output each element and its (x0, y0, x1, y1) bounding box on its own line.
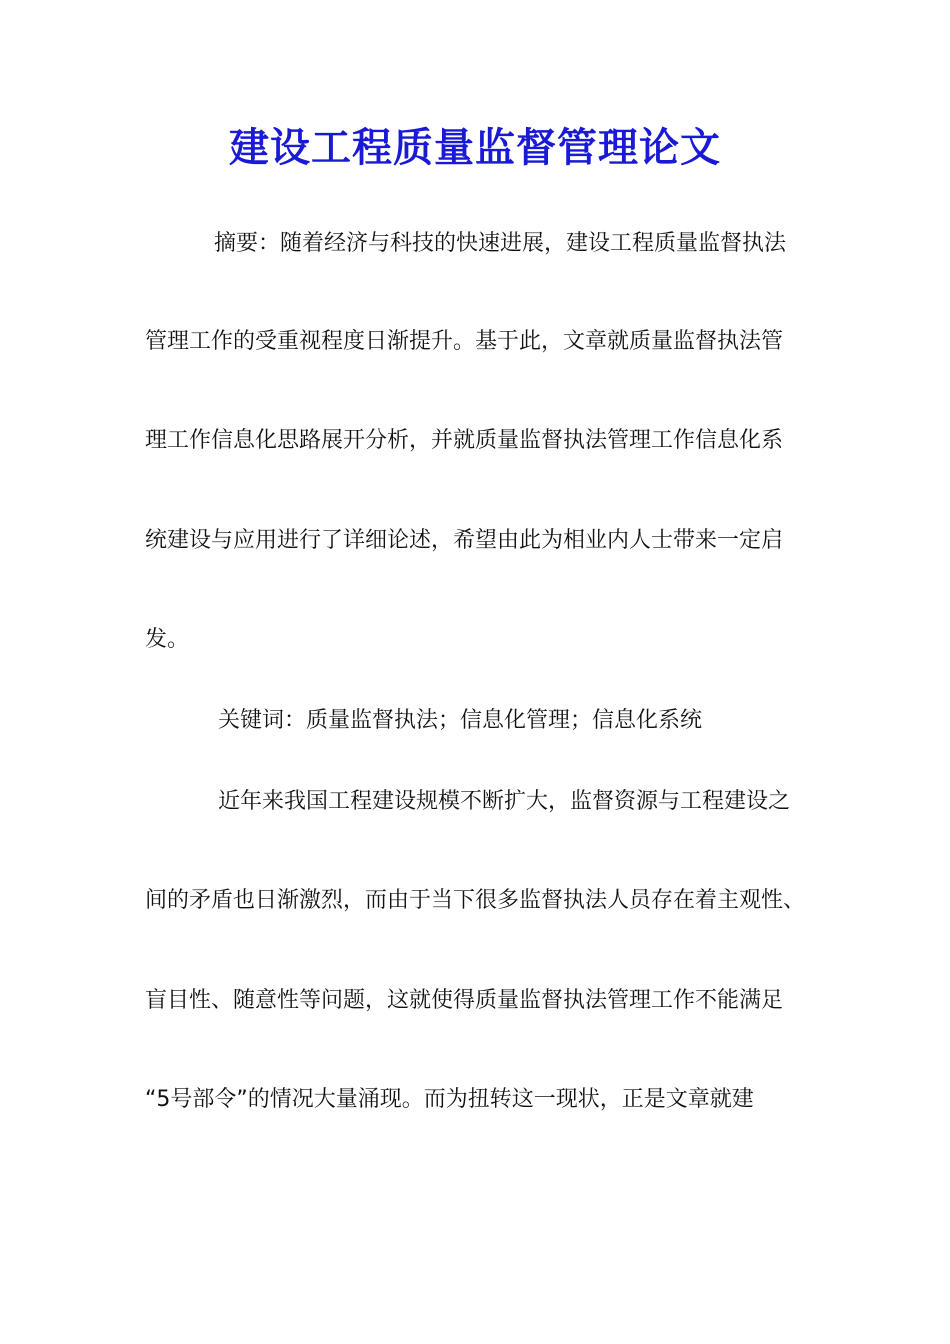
abstract-line-5: 发。 (145, 627, 190, 652)
abstract-line-4: 统建设与应用进行了详细论述，希望由此为相业内人士带来一定启 (145, 528, 784, 553)
body-line-3: 盲目性、随意性等问题，这就使得质量监督执法管理工作不能满足 (145, 988, 784, 1013)
abstract-line-3: 理工作信息化思路展开分析，并就质量监督执法管理工作信息化系 (145, 428, 784, 453)
body-line-4: “5号部令”的情况大量涌现。而为扭转这一现状，正是文章就建 (145, 1087, 754, 1112)
body-line-1: 近年来我国工程建设规模不断扩大，监督资源与工程建设之 (218, 789, 791, 814)
document-title: 建设工程质量监督管理论文 (229, 124, 721, 171)
abstract-line-2: 管理工作的受重视程度日渐提升。基于此，文章就质量监督执法管 (145, 329, 784, 354)
body-line-2: 间的矛盾也日渐激烈，而由于当下很多监督执法人员存在着主观性、 (145, 888, 806, 913)
keywords-line: 关键词：质量监督执法；信息化管理；信息化系统 (218, 708, 703, 733)
abstract-line-1: 摘要：随着经济与科技的快速进展，建设工程质量监督执法 (214, 231, 787, 256)
